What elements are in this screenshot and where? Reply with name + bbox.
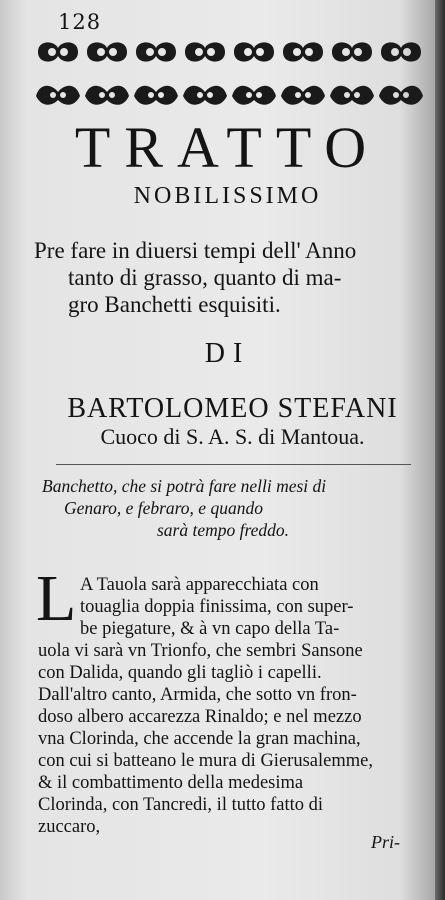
- drop-cap: L: [36, 562, 77, 635]
- author-name: BARTOLOMEO STEFANI: [67, 393, 398, 424]
- section-heading-line-2: Genaro, e febraro, e quando: [64, 498, 263, 518]
- body-line-8: vna Clorinda, che accende la gran machina,: [38, 729, 361, 749]
- body-line-12: zuccaro,: [38, 817, 101, 837]
- body-line-2: touaglia doppia finissima, con super-: [80, 597, 354, 617]
- description-line-1: Pre fare in diuersi tempi dell' Anno: [34, 238, 357, 263]
- description-line-2: tanto di grasso, quanto di ma-: [68, 265, 342, 290]
- body-line-7: doso albero accarezza Rinaldo; e nel mezzo: [38, 707, 362, 727]
- body-line-9: con cui si batteano le mura di Gierusalemme,: [38, 751, 373, 771]
- section-heading-line-3: sarà tempo freddo.: [157, 520, 290, 540]
- ornament-band-bottom: [34, 76, 426, 112]
- body-line-6: Dall'altro canto, Armida, che sotto vn fron-: [38, 685, 357, 705]
- body-line-5: con Dalida, quando gli tagliò i capelli.: [38, 663, 322, 683]
- subtitle: NOBILISSIMO: [133, 183, 322, 209]
- page-title: TRATTO: [74, 115, 381, 180]
- page-number: 128: [58, 10, 102, 34]
- section-heading-line-1: Banchetto, che si potrà fare nelli mesi di: [42, 476, 327, 496]
- divider-rule: [56, 464, 411, 465]
- author-preposition: DI: [204, 338, 251, 369]
- author-role: Cuoco di S. A. S. di Mantoua.: [100, 424, 365, 449]
- description-line-3: gro Banchetti esquisiti.: [68, 292, 281, 317]
- ornament-band-top: [34, 34, 426, 70]
- body-line-3: be piegature, & à vn capo della Ta-: [80, 619, 340, 639]
- body-line-10: & il combattimento della medesima: [38, 773, 304, 793]
- body-line-4: uola vi sarà vn Trionfo, che sembri Sansone: [38, 641, 363, 661]
- body-line-1: A Tauola sarà apparecchiata con: [80, 575, 319, 595]
- book-edge-shadow: [435, 0, 445, 900]
- body-line-11: Clorinda, con Tancredi, il tutto fatto di: [38, 795, 324, 815]
- catchword: Pri-: [371, 832, 400, 852]
